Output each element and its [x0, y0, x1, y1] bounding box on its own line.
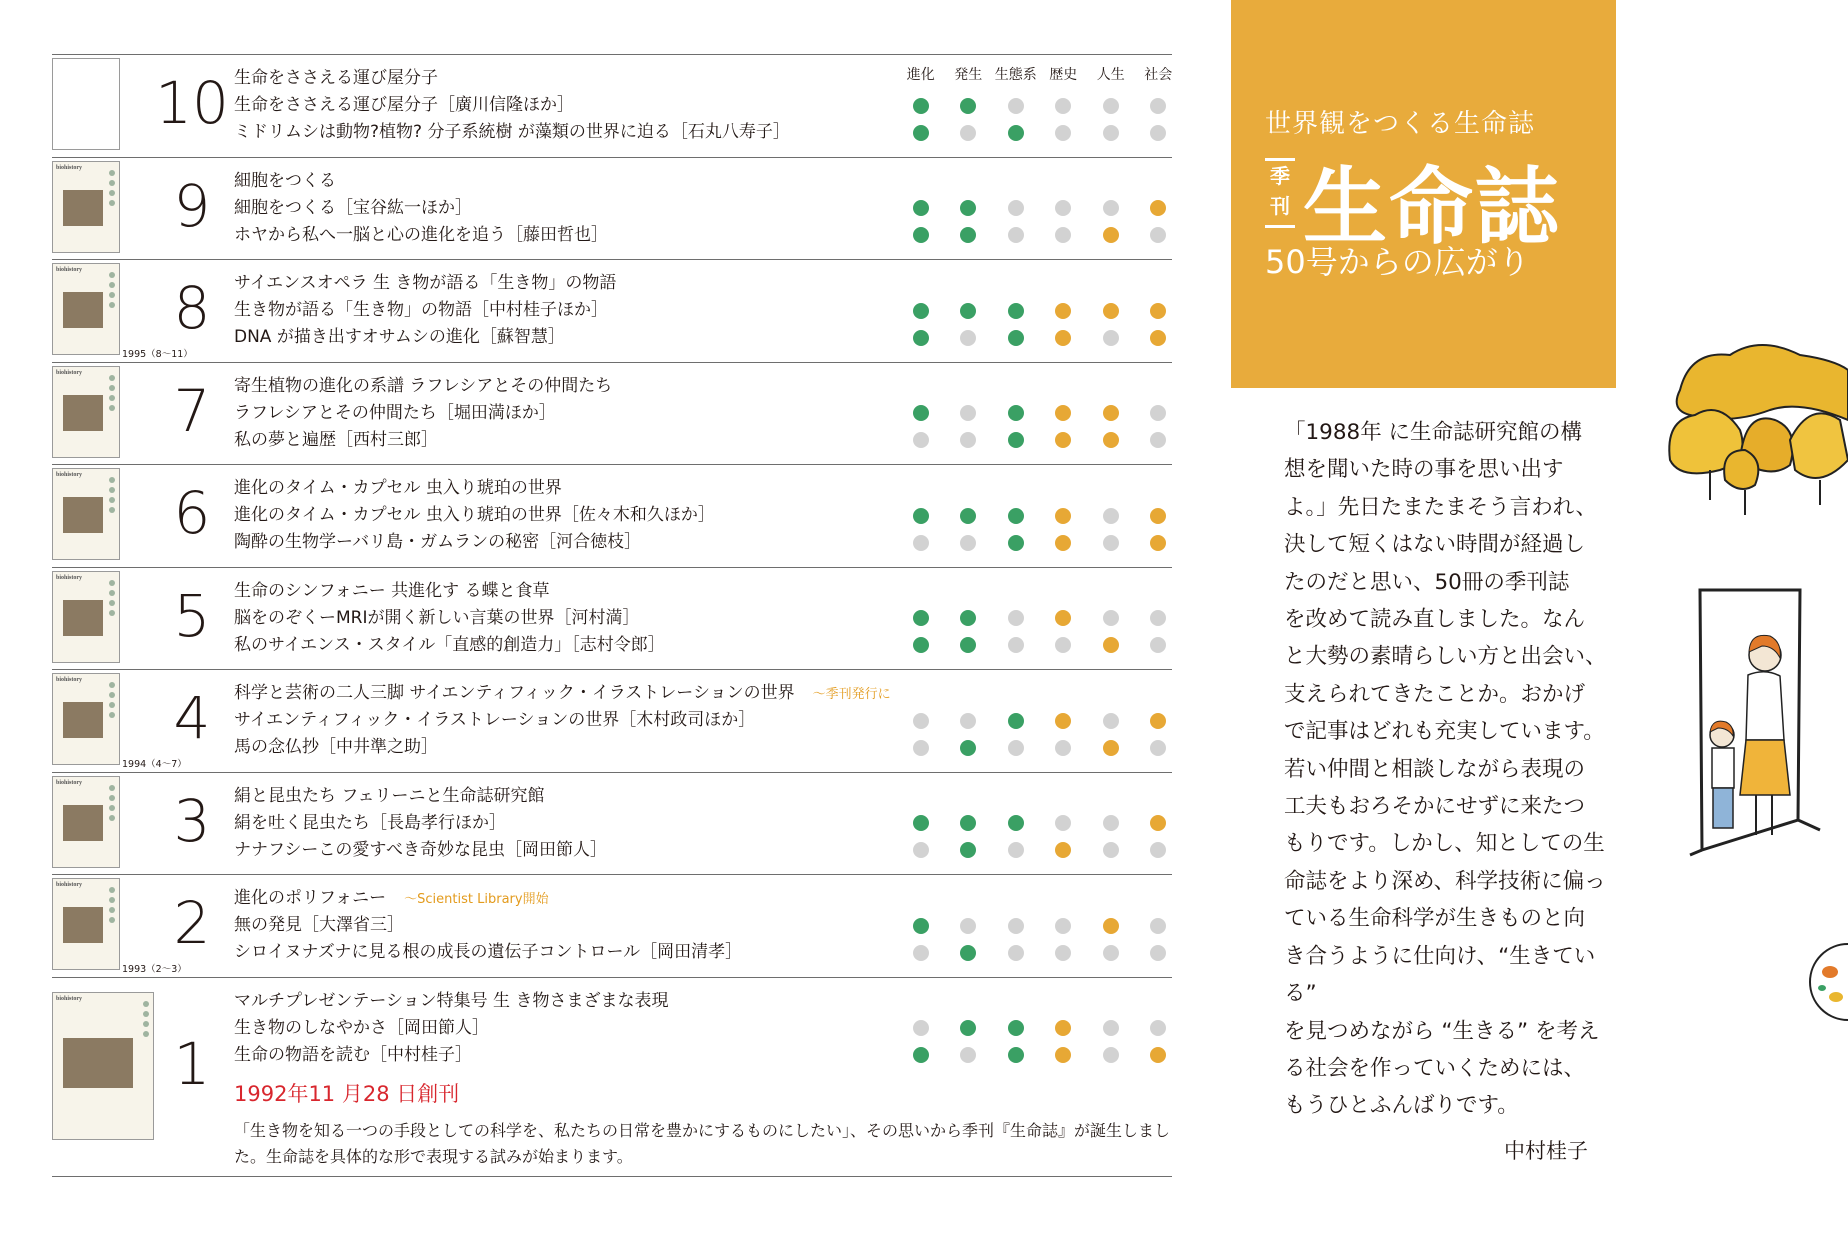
gray-dot-icon	[913, 842, 929, 858]
cover-image	[63, 497, 103, 533]
cover-title: biohistory	[56, 164, 83, 171]
cover-thumbnail	[52, 366, 120, 458]
green-dot-icon	[913, 1047, 929, 1063]
cover-image	[63, 805, 103, 841]
issue-row	[52, 54, 1172, 157]
issue-number: 2	[173, 889, 211, 957]
article-line: 陶酔の生物学ーバリ島・ガムランの秘密［河合徳枝］	[234, 532, 642, 552]
essay-author: 中村桂子	[1504, 1139, 1588, 1163]
article-line: 生命の物語を読む［中村桂子］	[234, 1044, 472, 1065]
issue-row	[52, 362, 1172, 465]
yellow-dot-icon	[1055, 330, 1071, 346]
yellow-dot-icon	[1150, 200, 1166, 216]
issue-title-line	[234, 168, 608, 195]
cover-image	[63, 702, 103, 738]
cover-image	[63, 600, 103, 636]
green-dot-icon	[960, 637, 976, 653]
yellow-dot-icon	[1103, 740, 1119, 756]
green-dot-icon	[913, 815, 929, 831]
gray-dot-icon	[1150, 842, 1166, 858]
essay-line: る社会を作っていくためには、	[1284, 1055, 1586, 1081]
gray-dot-icon	[1055, 227, 1071, 243]
issue-row	[52, 567, 1172, 670]
issue-articles	[234, 65, 790, 146]
green-dot-icon	[913, 227, 929, 243]
gray-dot-icon	[1103, 330, 1119, 346]
category-label: 進化	[906, 67, 935, 83]
issue-articles	[234, 578, 665, 659]
issue-articles	[234, 373, 612, 454]
category-dots	[897, 324, 1182, 351]
issue-articles	[234, 885, 742, 966]
yellow-dot-icon	[1103, 918, 1119, 934]
cover-dots	[109, 887, 115, 927]
issue-title: 生命のシンフォニー 共進化す る蝶と食草	[234, 580, 550, 601]
article-line: 細胞をつくる［宝谷紘一ほか］	[234, 197, 472, 218]
gray-dot-icon	[1150, 227, 1166, 243]
yellow-dot-icon	[1150, 535, 1166, 551]
cover-thumbnail	[52, 673, 120, 765]
category-label: 発生	[954, 67, 983, 83]
essay-line: を見つめながら “生きる” を考え	[1284, 1018, 1600, 1044]
gray-dot-icon	[960, 125, 976, 141]
gray-dot-icon	[1008, 637, 1024, 653]
yellow-dot-icon	[1150, 508, 1166, 524]
green-dot-icon	[913, 637, 929, 653]
article-line: 絹を吐く昆虫たち［長島孝行ほか］	[234, 812, 506, 833]
gray-dot-icon	[913, 535, 929, 551]
cover-title: biohistory	[56, 779, 83, 786]
gray-dot-icon	[1055, 200, 1071, 216]
cover-thumbnail	[52, 571, 120, 663]
issue-note: 〜Scientist Library開始	[404, 892, 549, 907]
article-line: ホヤから私へ一脳と心の進化を追う［藤田哲也］	[234, 224, 608, 245]
category-dots	[897, 939, 1182, 966]
gray-dot-icon	[1008, 200, 1024, 216]
issue-title: 進化のタイム・カプセル 虫入り琥珀の世界	[234, 478, 562, 498]
green-dot-icon	[960, 610, 976, 626]
yellow-dot-icon	[1103, 405, 1119, 421]
issue-number: 4	[173, 684, 211, 752]
category-dots	[897, 92, 1182, 119]
gray-dot-icon	[1103, 610, 1119, 626]
category-dots	[897, 912, 1182, 939]
green-dot-icon	[960, 815, 976, 831]
green-dot-icon	[960, 303, 976, 319]
issue-articles	[234, 475, 715, 556]
issue-year: 1993（2〜3）	[122, 963, 187, 975]
essay-line: 工夫もおろそかにせずに来たつ	[1284, 794, 1586, 820]
subtitle: 50号からの広がり	[1265, 243, 1530, 281]
category-label: 歴史	[1049, 67, 1078, 83]
green-dot-icon	[1008, 535, 1024, 551]
cover-image	[63, 395, 103, 431]
category-dots	[897, 195, 1182, 222]
essay-line: を改めて読み直しました。なん	[1284, 607, 1586, 633]
green-dot-icon	[1008, 432, 1024, 448]
category-dots	[897, 529, 1182, 556]
cover-title: biohistory	[56, 369, 83, 376]
issue-title: 科学と芸術の二人三脚 サイエンティフィック・イラストレーションの世界	[234, 683, 795, 703]
issue-number: 3	[173, 786, 211, 855]
issue-number: 9	[173, 171, 211, 240]
gray-dot-icon	[1150, 637, 1166, 653]
gray-dot-icon	[1055, 945, 1071, 961]
gray-dot-icon	[1055, 637, 1071, 653]
main-title: 生命誌	[1303, 158, 1562, 256]
issue-title-line	[234, 783, 607, 810]
category-label: 生態系	[994, 67, 1037, 83]
cover-title: biohistory	[56, 472, 83, 478]
green-dot-icon	[1008, 508, 1024, 524]
cover-dots	[109, 682, 115, 722]
article-line: 私のサイエンス・スタイル「直感的創造力」［志村令郎］	[234, 634, 665, 655]
issue-row	[52, 464, 1172, 567]
mirror-illustration-icon	[1670, 580, 1848, 860]
essay-line: き合うように仕向け、“生きている”	[1284, 943, 1596, 1007]
category-dots	[897, 222, 1182, 249]
gray-dot-icon	[960, 713, 976, 729]
yellow-dot-icon	[1055, 610, 1071, 626]
cover-thumbnail	[52, 992, 154, 1140]
yellow-dot-icon	[1055, 535, 1071, 551]
category-dots	[897, 1042, 1182, 1069]
green-dot-icon	[960, 740, 976, 756]
gray-dot-icon	[1055, 740, 1071, 756]
essay-line: ている生命科学が生きものと向	[1284, 906, 1586, 932]
gray-dot-icon	[1150, 405, 1166, 421]
article-line: シロイヌナズナに見る根の成長の遺伝子コントロール［岡田清孝］	[234, 942, 743, 962]
gray-dot-icon	[960, 918, 976, 934]
category-dots	[897, 297, 1182, 324]
yellow-dot-icon	[1055, 713, 1071, 729]
issue-number: 1	[173, 1029, 211, 1098]
issue-title: 生命をささえる運び屋分子	[234, 68, 438, 88]
gray-dot-icon	[1103, 815, 1119, 831]
article-line: 馬の念仏抄［中井準之助］	[234, 737, 438, 757]
green-dot-icon	[1008, 125, 1024, 141]
green-dot-icon	[960, 227, 976, 243]
yellow-dot-icon	[1150, 1047, 1166, 1063]
cover-image	[63, 907, 103, 943]
issue-row	[52, 669, 1172, 772]
cover-dots	[109, 272, 115, 312]
gray-dot-icon	[1103, 945, 1119, 961]
gray-dot-icon	[1103, 713, 1119, 729]
essay-line: 決して短くはない時間が経過し	[1284, 532, 1586, 558]
plate-illustration-icon	[1800, 942, 1848, 1022]
gray-dot-icon	[1103, 1047, 1119, 1063]
gray-dot-icon	[1103, 508, 1119, 524]
green-dot-icon	[960, 98, 976, 114]
cover-thumbnail	[52, 468, 120, 560]
category-label: 社会	[1144, 67, 1173, 83]
cover-title: biohistory	[56, 882, 83, 888]
gray-dot-icon	[913, 713, 929, 729]
article-line: ミドリムシは動物?植物? 分子系統樹 が藻類の世界に迫る［石丸八寿子］	[234, 122, 790, 142]
category-dots	[897, 1015, 1182, 1042]
article-line: ラフレシアとその仲間たち［堀田満ほか］	[234, 402, 556, 423]
issue-title-line	[234, 65, 790, 92]
kikan-label: 季刊	[1265, 158, 1295, 228]
issue-title-line	[234, 885, 742, 912]
issue-year: 1995（8〜11）	[122, 348, 193, 360]
yellow-dot-icon	[1055, 842, 1071, 858]
category-dots	[897, 605, 1182, 632]
gray-dot-icon	[1008, 918, 1024, 934]
issue-title-line	[234, 988, 668, 1015]
yellow-dot-icon	[1150, 815, 1166, 831]
gray-dot-icon	[1008, 842, 1024, 858]
cover-thumbnail	[52, 58, 120, 150]
gray-dot-icon	[913, 945, 929, 961]
gray-dot-icon	[960, 330, 976, 346]
issue-title: 寄生植物の進化の系譜 ラフレシアとその仲間たち	[234, 375, 613, 396]
gray-dot-icon	[913, 432, 929, 448]
yellow-dot-icon	[1055, 1047, 1071, 1063]
yellow-dot-icon	[1055, 405, 1071, 421]
essay-line: で記事はどれも充実しています。	[1284, 719, 1605, 745]
category-dots	[897, 632, 1182, 659]
issue-title-line	[234, 270, 616, 297]
article-line: 生き物のしなやかさ［岡田節人］	[234, 1017, 489, 1038]
green-dot-icon	[913, 303, 929, 319]
cover-title: biohistory	[56, 995, 83, 1002]
yellow-dot-icon	[1055, 303, 1071, 319]
green-dot-icon	[960, 200, 976, 216]
issue-number: 7	[173, 376, 211, 445]
issue-title: サイエンスオペラ 生 き物が語る「生き物」の物語	[234, 273, 617, 293]
issue-row	[52, 772, 1172, 875]
green-dot-icon	[1008, 303, 1024, 319]
issue-number: 10	[155, 69, 229, 137]
issue-title-line	[234, 475, 715, 502]
yellow-dot-icon	[1055, 508, 1071, 524]
issue-title: 進化のポリフォニー	[234, 888, 387, 908]
issue-title-line	[234, 680, 891, 707]
issue-row	[52, 157, 1172, 260]
issue-articles	[234, 270, 616, 351]
yellow-dot-icon	[1150, 303, 1166, 319]
issue-title: 細胞をつくる	[234, 170, 336, 191]
essay-line: 「1988年 に生命誌研究館の構	[1284, 420, 1583, 445]
category-dots	[897, 707, 1182, 734]
gray-dot-icon	[1008, 227, 1024, 243]
issue-number: 6	[173, 479, 211, 547]
essay-line: もうひとふんばりです。	[1284, 1093, 1519, 1119]
green-dot-icon	[913, 330, 929, 346]
issue-rows	[52, 54, 1172, 1177]
issue-articles	[234, 168, 608, 249]
essay-line: たのだと思い、50冊の季刊誌	[1284, 569, 1570, 595]
gray-dot-icon	[1150, 125, 1166, 141]
cover-dots	[109, 170, 115, 210]
essay-line: 支えられてきたことか。おかげ	[1284, 681, 1586, 707]
gray-dot-icon	[1103, 535, 1119, 551]
article-line: 進化のタイム・カプセル 虫入り琥珀の世界［佐々木和久ほか］	[234, 505, 715, 525]
cover-title: biohistory	[56, 677, 83, 683]
yellow-dot-icon	[1150, 713, 1166, 729]
gray-dot-icon	[1103, 1020, 1119, 1036]
cover-thumbnail	[52, 263, 120, 355]
issue-row	[52, 874, 1172, 977]
issue-title-line	[234, 578, 665, 605]
cover-thumbnail	[52, 161, 120, 253]
green-dot-icon	[913, 200, 929, 216]
essay-line: 命誌をより深め、科学技術に偏っ	[1284, 868, 1606, 894]
gray-dot-icon	[913, 1020, 929, 1036]
essay	[1284, 414, 1614, 1163]
essay-line: よ。」先日たまたまそう言われ、	[1284, 494, 1598, 520]
article-line: ナナフシーこの愛すべき奇妙な昆虫［岡田節人］	[234, 839, 607, 860]
gray-dot-icon	[1103, 98, 1119, 114]
gray-dot-icon	[960, 1047, 976, 1063]
green-dot-icon	[960, 945, 976, 961]
cover-dots	[109, 580, 115, 620]
cover-thumbnail	[52, 776, 120, 868]
yellow-dot-icon	[1055, 432, 1071, 448]
issue-number: 8	[173, 274, 211, 342]
issue-articles	[234, 680, 891, 761]
issue-articles	[234, 988, 668, 1069]
issue-articles	[234, 783, 607, 864]
gray-dot-icon	[1055, 918, 1071, 934]
cover-image	[63, 190, 103, 226]
yellow-dot-icon	[1103, 637, 1119, 653]
gray-dot-icon	[1150, 98, 1166, 114]
essay-line: 若い仲間と相談しながら表現の	[1284, 756, 1586, 782]
yellow-dot-icon	[1055, 1020, 1071, 1036]
gray-dot-icon	[960, 535, 976, 551]
essay-text	[1284, 414, 1614, 1125]
tree-illustration-icon	[1650, 330, 1848, 520]
green-dot-icon	[913, 918, 929, 934]
green-dot-icon	[1008, 1047, 1024, 1063]
green-dot-icon	[1008, 330, 1024, 346]
cover-dots	[109, 375, 115, 415]
gray-dot-icon	[1008, 740, 1024, 756]
gray-dot-icon	[1008, 98, 1024, 114]
gray-dot-icon	[1008, 945, 1024, 961]
gray-dot-icon	[1150, 432, 1166, 448]
category-label: 人生	[1096, 67, 1125, 83]
gray-dot-icon	[1055, 815, 1071, 831]
category-dots	[897, 810, 1182, 837]
yellow-dot-icon	[1103, 227, 1119, 243]
cover-image	[63, 1038, 133, 1088]
cover-dots	[109, 477, 115, 517]
yellow-dot-icon	[1103, 303, 1119, 319]
gray-dot-icon	[1055, 98, 1071, 114]
tagline: 世界観をつくる生命誌	[1265, 109, 1536, 139]
yellow-dot-icon	[1103, 432, 1119, 448]
gray-dot-icon	[1150, 740, 1166, 756]
article-line: 生命をささえる運び屋分子［廣川信隆ほか］	[234, 95, 574, 115]
essay-line: もりです。しかし、知としての生	[1284, 831, 1605, 857]
gray-dot-icon	[1103, 125, 1119, 141]
gray-dot-icon	[1150, 918, 1166, 934]
category-dots	[897, 427, 1182, 454]
green-dot-icon	[960, 508, 976, 524]
issue-row	[52, 259, 1172, 362]
green-dot-icon	[1008, 713, 1024, 729]
green-dot-icon	[913, 405, 929, 421]
issue-year: 1994（4〜7）	[122, 758, 187, 770]
green-dot-icon	[913, 508, 929, 524]
article-line: サイエンティフィック・イラストレーションの世界［木村政司ほか］	[234, 710, 756, 730]
category-dots	[897, 119, 1182, 146]
category-dots	[897, 400, 1182, 427]
category-dots	[897, 837, 1182, 864]
issue-title: マルチプレゼンテーション特集号 生 き物さまざまな表現	[234, 990, 669, 1011]
article-line: 脳をのぞくーMRIが開く新しい言葉の世界［河村満］	[234, 607, 640, 628]
gray-dot-icon	[913, 740, 929, 756]
cover-title: biohistory	[56, 267, 83, 273]
green-dot-icon	[913, 610, 929, 626]
cover-dots	[109, 785, 115, 825]
cover-image	[63, 292, 103, 328]
essay-line: と大勢の素晴らしい方と出会い、	[1284, 644, 1607, 670]
green-dot-icon	[960, 1020, 976, 1036]
issue-title: 絹と昆虫たち フェリーニと生命誌研究館	[234, 785, 545, 806]
category-dots	[897, 502, 1182, 529]
yellow-dot-icon	[1150, 330, 1166, 346]
green-dot-icon	[1008, 815, 1024, 831]
gray-dot-icon	[1008, 610, 1024, 626]
cover-title: biohistory	[56, 574, 83, 581]
green-dot-icon	[913, 98, 929, 114]
green-dot-icon	[1008, 1020, 1024, 1036]
title-block	[1231, 0, 1616, 388]
gray-dot-icon	[960, 432, 976, 448]
gray-dot-icon	[1150, 945, 1166, 961]
green-dot-icon	[1008, 405, 1024, 421]
gray-dot-icon	[1150, 610, 1166, 626]
article-line: DNA が描き出すオサムシの進化［蘇智慧］	[234, 327, 565, 347]
gray-dot-icon	[1103, 842, 1119, 858]
issue-row	[52, 977, 1172, 1177]
gray-dot-icon	[1103, 200, 1119, 216]
category-dots	[897, 734, 1182, 761]
article-line: 私の夢と遍歴［西村三郎］	[234, 429, 438, 450]
article-line: 無の発見［大澤省三］	[234, 915, 404, 935]
article-line: 生き物が語る「生き物」の物語［中村桂子ほか］	[234, 300, 608, 320]
founding-date: 1992年11 月28 日創刊	[234, 1081, 460, 1106]
founding-description: 「生き物を知る一つの手段としての科学を、私たちの日常を豊かにするものにしたい」、その思いから季刊『生命誌』が誕生しました。生命誌を具体的な形で表現する試みが始まります。	[234, 1120, 1171, 1166]
essay-line: 想を聞いた時の事を思い出す	[1284, 457, 1564, 483]
gray-dot-icon	[1150, 1020, 1166, 1036]
gray-dot-icon	[960, 405, 976, 421]
issue-number: 5	[173, 581, 211, 650]
cover-thumbnail	[52, 878, 120, 970]
green-dot-icon	[960, 842, 976, 858]
issue-table	[52, 54, 1172, 1177]
issue-note: 〜季刊発行に	[812, 687, 891, 702]
green-dot-icon	[913, 125, 929, 141]
issue-title-line	[234, 373, 612, 400]
gray-dot-icon	[1055, 125, 1071, 141]
